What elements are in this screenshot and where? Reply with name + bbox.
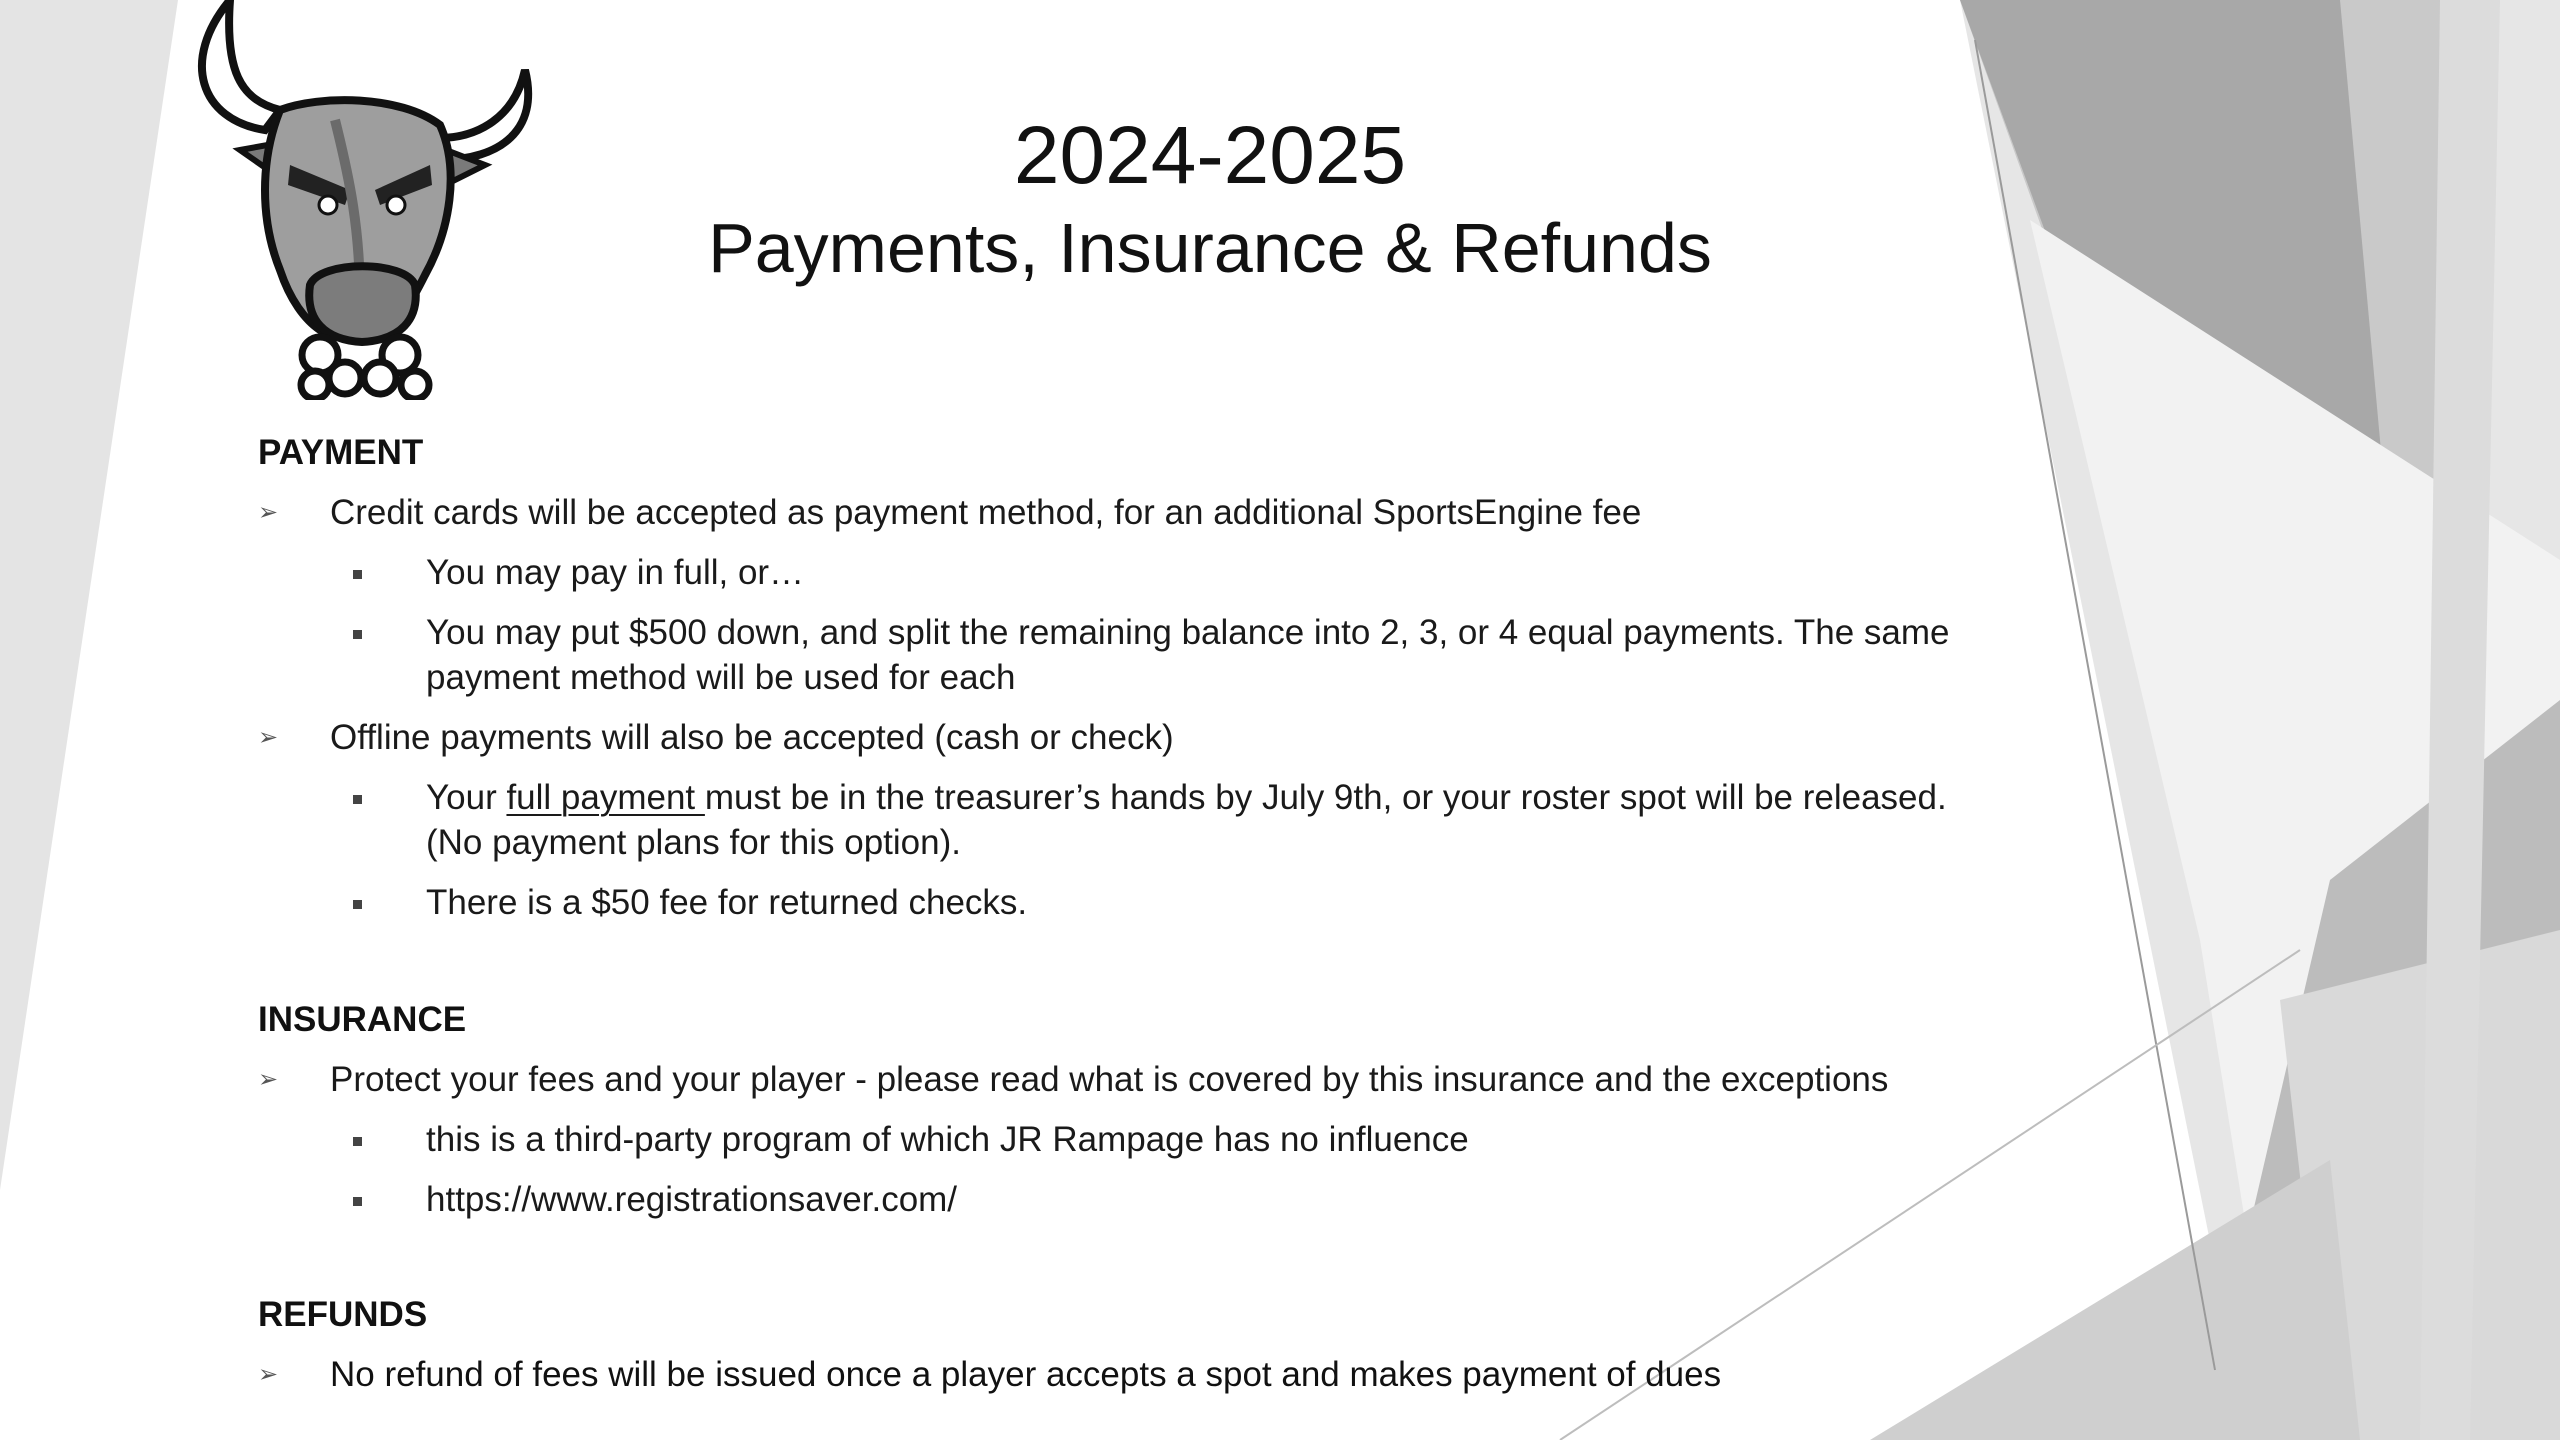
title-main: Payments, Insurance & Refunds <box>708 209 1712 287</box>
payment-subitem <box>258 775 1978 865</box>
square-bullet-icon <box>353 1137 362 1146</box>
insurance-item <box>258 1057 1978 1102</box>
insurance-heading: INSURANCE <box>258 1000 467 1039</box>
payment-heading: PAYMENT <box>258 433 424 472</box>
payment-subitem-text: You may put $500 down, and split the remaining balance into 2, 3, or 4 equal payments. The same payment method will be used for each <box>426 613 1950 697</box>
arrow-bullet-icon: ➢ <box>258 1066 279 1093</box>
square-bullet-icon <box>353 1197 362 1206</box>
insurance-subitem-text: this is a third-party program of which JR Rampage has no influence <box>426 1120 1469 1159</box>
insurance-item-text: Protect your fees and your player - please read what is covered by this insurance and the exceptions <box>330 1060 1889 1099</box>
payment-subitem <box>258 880 1978 925</box>
insurance-subitem <box>258 1117 1978 1162</box>
payment-item-offline <box>258 715 1978 760</box>
payment-subitem-pre: Your <box>426 778 507 817</box>
insurance-subitem <box>258 1177 1978 1222</box>
square-bullet-icon <box>353 900 362 909</box>
refunds-heading: REFUNDS <box>258 1295 428 1334</box>
document-body <box>258 430 1978 1397</box>
payment-item-text: Credit cards will be accepted as payment method, for an additional SportsEngine fee <box>330 493 1642 532</box>
spacer <box>258 925 1978 997</box>
square-bullet-icon <box>353 570 362 579</box>
payment-subitem-text: There is a $50 fee for returned checks. <box>426 883 1028 922</box>
insurance-link[interactable]: https://www.registrationsaver.com/ <box>426 1180 958 1219</box>
spacer <box>258 1222 1978 1292</box>
title-block <box>560 108 1860 292</box>
payment-subitem <box>258 550 1978 595</box>
refunds-item-text: No refund of fees will be issued once a player accepts a spot and makes payment of dues <box>330 1355 1722 1394</box>
payment-subitem-post: must be in the treasurer’s hands by July 9th, or your roster spot will be released. (No payment plans for this option). <box>426 778 1947 862</box>
refunds-item <box>258 1352 1978 1397</box>
payment-subitem-text: You may pay in full, or… <box>426 553 805 592</box>
arrow-bullet-icon: ➢ <box>258 724 279 751</box>
square-bullet-icon <box>353 795 362 804</box>
payment-subitem <box>258 610 1978 700</box>
payment-item-text: Offline payments will also be accepted (cash or check) <box>330 718 1174 757</box>
payment-item-credit <box>258 490 1978 535</box>
square-bullet-icon <box>353 630 362 639</box>
title-year: 2024-2025 <box>1013 110 1407 201</box>
arrow-bullet-icon: ➢ <box>258 1361 279 1388</box>
left-bg-shape <box>0 0 178 1190</box>
full-payment-emphasis: full payment <box>506 778 705 817</box>
arrow-bullet-icon: ➢ <box>258 499 279 526</box>
bull-mascot-icon <box>170 0 540 400</box>
